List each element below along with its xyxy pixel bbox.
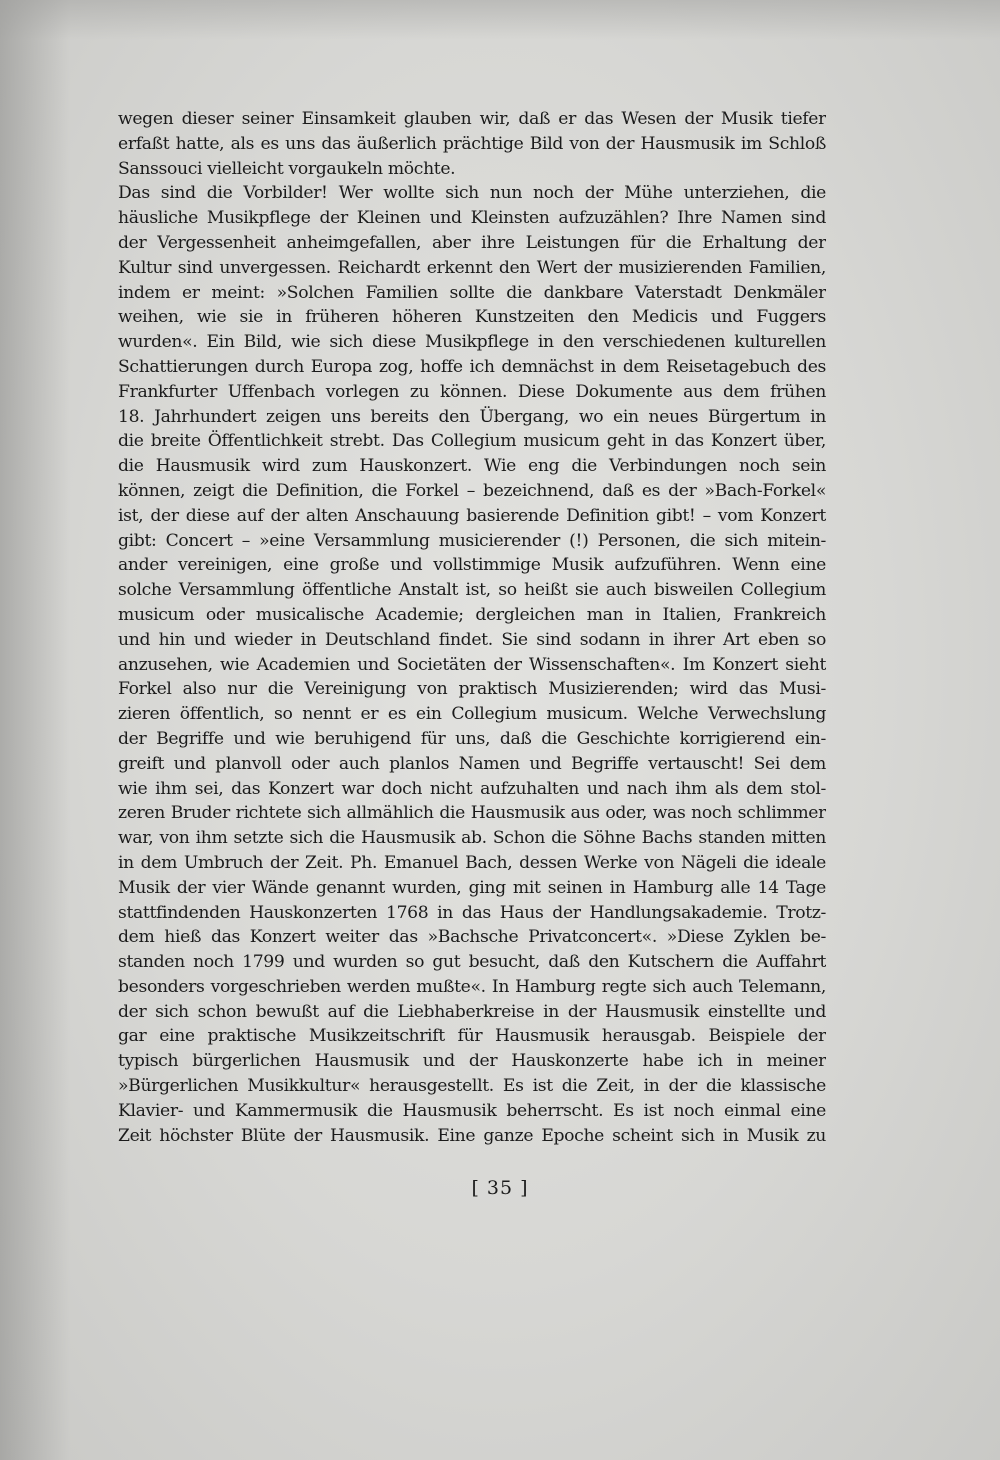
text-line: greift und planvoll oder auch planlos Namen und Begriffe vertauscht! Sei dem [118, 753, 826, 774]
text-line: der Vergessenheit anheimgefallen, aber ihre Leistungen für die Erhaltung der [118, 232, 826, 253]
text-line: können, zeigt die Definition, die Forkel – bezeichnend, daß es der »Bach-Forkel« [118, 480, 826, 501]
page-spine-shadow [0, 0, 70, 1460]
text-line: musicum oder musicalische Academie; dergleichen man in Italien, Frankreich [118, 604, 826, 625]
text-line: standen noch 1799 und wurden so gut besucht, daß den Kutschern die Auffahrt [118, 952, 826, 973]
text-line: Klavier- und Kammermusik die Hausmusik beherrscht. Es ist noch einmal eine [118, 1100, 826, 1121]
text-line: Forkel also nur die Vereinigung von praktisch Musizierenden; wird das Musi- [118, 679, 826, 700]
text-line: stattfindenden Hauskonzerten 1768 in das Haus der Handlungsakademie. Trotz- [118, 902, 826, 923]
text-line: Zeit höchster Blüte der Hausmusik. Eine ganze Epoche scheint sich in Musik zu [118, 1125, 826, 1146]
text-line: Das sind die Vorbilder! Wer wollte sich nun noch der Mühe unterziehen, die [118, 183, 826, 204]
text-line: wurden«. Ein Bild, wie sich diese Musikpflege in den verschiedenen kulturellen [118, 332, 826, 353]
text-line: ist, der diese auf der alten Anschauung basierende Definition gibt! – vom Konzert [118, 505, 826, 526]
page-top-shadow [0, 0, 1000, 40]
text-line: 18. Jahrhundert zeigen uns bereits den Übergang, wo ein neues Bürgertum in [118, 406, 826, 427]
text-line: die Hausmusik wird zum Hauskonzert. Wie eng die Verbindungen noch sein [118, 456, 826, 477]
text-line: die breite Öffentlichkeit strebt. Das Collegium musicum geht in das Konzert über, [118, 431, 826, 452]
text-line: wie ihm sei, das Konzert war doch nicht aufzuhalten und nach ihm als dem stol- [118, 778, 826, 799]
text-line: zieren öffentlich, so nennt er es ein Collegium musicum. Welche Verwechslung [118, 704, 826, 725]
text-line: »Bürgerlichen Musikkultur« herausgestellt. Es ist die Zeit, in der die klassische [118, 1076, 826, 1097]
text-line: erfaßt hatte, als es uns das äußerlich prächtige Bild von der Hausmusik im Schloß [118, 133, 826, 154]
text-line: wegen dieser seiner Einsamkeit glauben wir, daß er das Wesen der Musik tiefer [118, 109, 826, 129]
text-line: in dem Umbruch der Zeit. Ph. Emanuel Bach, dessen Werke von Nägeli die ideale [118, 852, 826, 873]
text-line: gibt: Concert – »eine Versammlung musicierender (!) Personen, die sich mitein- [118, 530, 826, 551]
text-line: anzusehen, wie Academien und Societäten der Wissenschaften«. Im Konzert sieht [118, 654, 826, 675]
text-line: Sanssouci vielleicht vorgaukeln möchte. [118, 158, 456, 179]
text-line: Musik der vier Wände genannt wurden, ging mit seinen in Hamburg alle 14 Tage [118, 877, 826, 898]
text-line: weihen, wie sie in früheren höheren Kunstzeiten den Medicis und Fuggers [118, 307, 826, 328]
page-number: [ 35 ] [471, 1177, 529, 1199]
text-line: gar eine praktische Musikzeitschrift für Hausmusik herausgab. Beispiele der [118, 1026, 826, 1047]
text-line: der Begriffe und wie beruhigend für uns, daß die Geschichte korrigierend ein- [118, 728, 826, 749]
text-line: zeren Bruder richtete sich allmählich die Hausmusik aus oder, was noch schlimmer [118, 803, 826, 824]
text-line: Frankfurter Uffenbach vorlegen zu können. Diese Dokumente aus dem frühen [118, 381, 826, 402]
text-line: besonders vorgeschrieben werden mußte«. In Hamburg regte sich auch Telemann, [118, 976, 826, 997]
text-line: der sich schon bewußt auf die Liebhaberkreise in der Hausmusik einstellte und [118, 1001, 826, 1022]
text-line: dem hieß das Konzert weiter das »Bachsche Privatconcert«. »Diese Zyklen be- [118, 927, 826, 948]
body-text [118, 107, 826, 1148]
text-line: häusliche Musikpflege der Kleinen und Kleinsten aufzuzählen? Ihre Namen sind [118, 208, 826, 229]
text-line: solche Versammlung öffentliche Anstalt ist, so heißt sie auch bisweilen Collegium [118, 580, 826, 601]
text-line: und hin und wieder in Deutschland findet. Sie sind sodann in ihrer Art eben so [118, 629, 826, 650]
text-line: ander vereinigen, eine große und vollstimmige Musik aufzuführen. Wenn eine [118, 555, 826, 576]
text-line: typisch bürgerlichen Hausmusik und der Hauskonzerte habe ich in meiner [118, 1051, 826, 1072]
text-line: Kultur sind unvergessen. Reichardt erkennt den Wert der musizierenden Familien, [118, 257, 826, 278]
text-line: indem er meint: »Solchen Familien sollte die dankbare Vaterstadt Denkmäler [118, 282, 826, 303]
text-line: Schattierungen durch Europa zog, hoffe ich demnächst in dem Reisetagebuch des [118, 356, 826, 377]
text-line: war, von ihm setzte sich die Hausmusik ab. Schon die Söhne Bachs standen mitten [118, 828, 826, 849]
